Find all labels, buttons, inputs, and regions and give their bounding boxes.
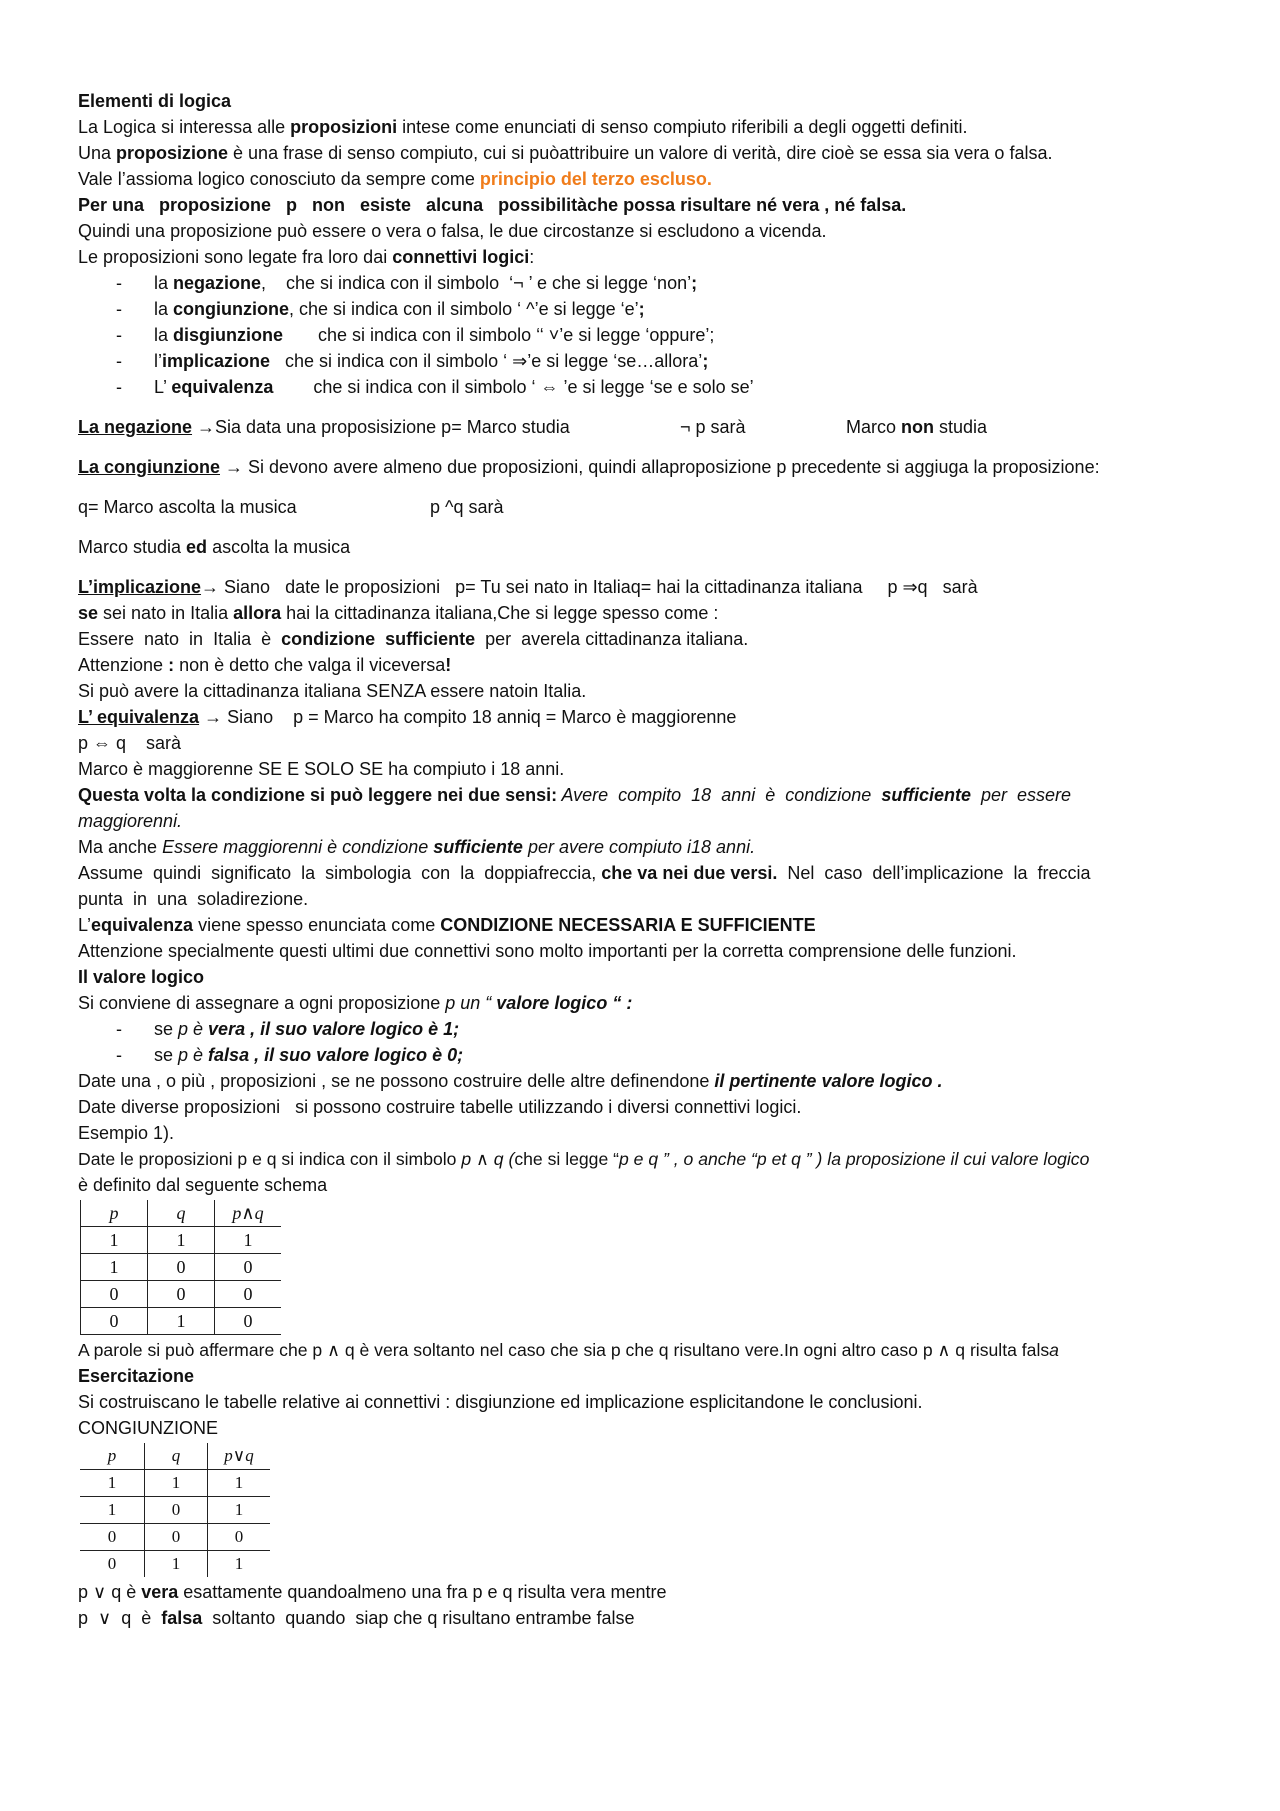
table-cell: 1: [80, 1497, 145, 1524]
list-item: - la congiunzione, che si indica con il simbolo ‘ ^’e si legge ‘e’;: [78, 296, 1228, 322]
section-heading: Il valore logico: [78, 967, 205, 987]
table-row: [81, 1227, 282, 1254]
column-header: p∨q: [208, 1443, 271, 1470]
paragraph-line: Marco studia ed ascolta la musica: [78, 537, 351, 557]
paragraph-line: CONGIUNZIONE: [78, 1418, 219, 1438]
paragraph-line: Date una , o più , proposizioni , se ne possono costruire delle altre definendone il pertinente valore logico .: [78, 1071, 943, 1091]
table-cell: 1: [80, 1470, 145, 1497]
column-header: p∧q: [215, 1200, 282, 1227]
table-cell: 1: [148, 1308, 215, 1335]
paragraph-line: q= Marco ascolta la musica p ^q sarà: [78, 497, 504, 517]
table-header-row: [81, 1200, 282, 1227]
table-cell: 1: [148, 1227, 215, 1254]
connectives-list: [78, 270, 1228, 400]
list-item: - l’implicazione che si indica con il simbolo ‘ ⇒’e si legge ‘se…allora’;: [78, 348, 1228, 374]
paragraph-line: è definito dal seguente schema: [78, 1175, 328, 1195]
table-cell: 0: [80, 1524, 145, 1551]
paragraph-line: Quindi una proposizione può essere o vera o falsa, le due circostanze si escludono a vicenda.: [78, 221, 827, 241]
section-heading: Esercitazione: [78, 1366, 195, 1386]
doc-title: Elementi di logica: [78, 91, 232, 111]
paragraph-line: Ma anche Essere maggiorenni è condizione sufficiente per avere compiuto i18 anni.: [78, 837, 756, 857]
table-cell: 0: [148, 1254, 215, 1281]
paragraph-line: maggiorenni.: [78, 811, 183, 831]
table-cell: 0: [81, 1308, 148, 1335]
conjunction-truth-table: [80, 1200, 281, 1335]
column-header: q: [148, 1200, 215, 1227]
list-item: - se p è falsa , il suo valore logico è 0;: [78, 1042, 1228, 1068]
paragraph-line: Essere nato in Italia è condizione sufficiente per averela cittadinanza italiana.: [78, 629, 749, 649]
table-row: [81, 1254, 282, 1281]
section-heading: L’implicazione: [78, 577, 202, 597]
paragraph-line: Si conviene di assegnare a ogni proposizione p un “ valore logico “ :: [78, 993, 633, 1013]
list-item: - se p è vera , il suo valore logico è 1;: [78, 1016, 1228, 1042]
table-cell: 0: [145, 1524, 208, 1551]
table-row: [80, 1497, 270, 1524]
paragraph-line: se sei nato in Italia allora hai la cittadinanza italiana,Che si legge spesso come :: [78, 603, 719, 623]
implication-line: L’implicazione→ Siano date le proposizioni p= Tu sei nato in Italiaq= hai la cittadinanza italiana p ⇒q sarà: [78, 577, 978, 597]
table-cell: 1: [208, 1470, 271, 1497]
table-row: [81, 1281, 282, 1308]
list-item: - la negazione, che si indica con il simbolo ‘¬ ’ e che si legge ‘non’;: [78, 270, 1228, 296]
paragraph-line: Per una proposizione p non esiste alcuna possibilitàche possa risultare né vera , né falsa.: [78, 195, 907, 215]
paragraph-line: L’equivalenza viene spesso enunciata come CONDIZIONE NECESSARIA E SUFFICIENTE: [78, 915, 816, 935]
paragraph-line: Si costruiscano le tabelle relative ai connettivi : disgiunzione ed implicazione esplicitandone le conclusioni.: [78, 1392, 923, 1412]
table-cell: 0: [208, 1524, 271, 1551]
table-cell: 0: [80, 1551, 145, 1578]
paragraph-line: Questa volta la condizione si può leggere nei due sensi: Avere compito 18 anni è condizione sufficiente per essere: [78, 785, 1072, 805]
table-cell: 1: [145, 1551, 208, 1578]
paragraph-line: Le proposizioni sono legate fra loro dai connettivi logici:: [78, 247, 535, 267]
column-header: p: [80, 1443, 145, 1470]
table-cell: 0: [215, 1254, 282, 1281]
column-header: q: [145, 1443, 208, 1470]
equivalence-line: L’ equivalenza → Siano p = Marco ha compito 18 anniq = Marco è maggiorenne: [78, 707, 737, 727]
table-row: [81, 1308, 282, 1335]
table-row: [80, 1551, 270, 1578]
paragraph-line: La Logica si interessa alle proposizioni intese come enunciati di senso compiuto riferibili a degli oggetti definiti.: [78, 117, 968, 137]
table-cell: 1: [145, 1470, 208, 1497]
paragraph-line: Marco è maggiorenne SE E SOLO SE ha compiuto i 18 anni.: [78, 759, 565, 779]
document-page: [78, 88, 1228, 1631]
paragraph-line: A parole si può affermare che p ∧ q è vera soltanto nel caso che sia p che q risultano vere.In ogni altro caso p ∧ q risulta falsa: [78, 1340, 1059, 1360]
paragraph-line: p ⇔ q sarà: [78, 733, 182, 753]
paragraph-line: Attenzione : non è detto che valga il viceversa!: [78, 655, 452, 675]
table-cell: 1: [81, 1254, 148, 1281]
paragraph-line: Attenzione specialmente questi ultimi due connettivi sono molto importanti per la corretta comprensione delle funzioni.: [78, 941, 1017, 961]
table-cell: 0: [145, 1497, 208, 1524]
list-item: - la disgiunzione che si indica con il simbolo ‘‘ ˅’e si legge ‘oppure’;: [78, 322, 1228, 348]
paragraph-line: Vale l’assioma logico conosciuto da sempre come principio del terzo escluso.: [78, 169, 712, 189]
section-heading: L’ equivalenza: [78, 707, 200, 727]
column-header: p: [81, 1200, 148, 1227]
table-cell: 1: [215, 1227, 282, 1254]
truth-values-list: [78, 1016, 1228, 1068]
table-cell: 0: [148, 1281, 215, 1308]
section-heading: La congiunzione: [78, 457, 220, 477]
paragraph-line: Date le proposizioni p e q si indica con il simbolo p ∧ q (che si legge “p e q ” , o anche “p et q ” ) la proposizione il cui valore logico: [78, 1149, 1090, 1169]
list-item: - L’ equivalenza che si indica con il simbolo ‘ ⇔ ’e si legge ‘se e solo se’: [78, 374, 1228, 400]
paragraph-line: Assume quindi significato la simbologia con la doppiafreccia, che va nei due versi. Nel caso dell’implicazione la freccia: [78, 863, 1091, 883]
table-cell: 1: [208, 1497, 271, 1524]
table-cell: 0: [81, 1281, 148, 1308]
table-row: [80, 1470, 270, 1497]
conjunction-line: La congiunzione → Si devono avere almeno due proposizioni, quindi allaproposizione p precedente si aggiuga la proposizione:: [78, 457, 1100, 477]
paragraph-line: Date diverse proposizioni si possono costruire tabelle utilizzando i diversi connettivi logici.: [78, 1097, 802, 1117]
highlight-text: principio del terzo escluso.: [479, 169, 712, 189]
paragraph-line: Si può avere la cittadinanza italiana SENZA essere natoin Italia.: [78, 681, 587, 701]
table-cell: 1: [81, 1227, 148, 1254]
disjunction-truth-table: [80, 1443, 270, 1577]
paragraph-line: Esempio 1).: [78, 1123, 175, 1143]
paragraph-line: p ∨ q è vera esattamente quandoalmeno una fra p e q risulta vera mentre: [78, 1582, 667, 1602]
table-cell: 1: [234, 1554, 244, 1573]
table-cell: 0: [215, 1281, 282, 1308]
section-heading: La negazione: [78, 417, 193, 437]
table-header-row: [80, 1443, 270, 1470]
paragraph-line: p ∨ q è falsa soltanto quando siap che q risultano entrambe false: [78, 1608, 635, 1628]
table-row: [80, 1524, 270, 1551]
negation-line: La negazione →Sia data una proposisizione p= Marco studia ¬ p sarà Marco non studia: [78, 417, 988, 437]
paragraph-line: punta in una soladirezione.: [78, 889, 309, 909]
paragraph-line: Una proposizione è una frase di senso compiuto, cui si puòattribuire un valore di verità, dire cioè se essa sia vera o falsa.: [78, 143, 1053, 163]
table-cell: 0: [215, 1308, 282, 1335]
